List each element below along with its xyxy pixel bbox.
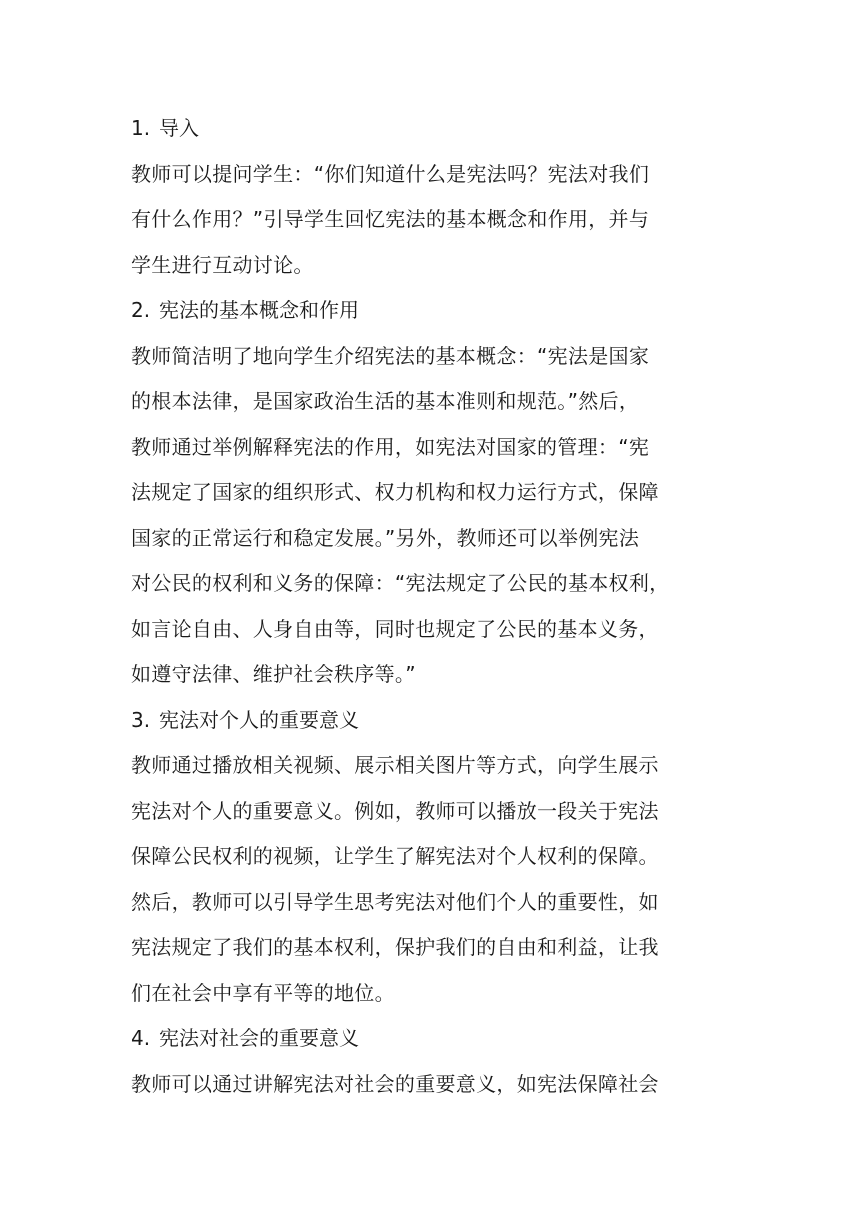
section-number: 2.: [131, 298, 151, 322]
section-heading: [131, 106, 731, 152]
paragraph-line: 教师通过播放相关视频、展示相关图片等方式，向学生展示: [131, 753, 659, 777]
paragraph-line: 学生进行互动讨论。: [131, 252, 314, 277]
paragraph-line: 对公民的权利和义务的保障：“宪法规定了公民的基本权利，: [131, 571, 670, 595]
paragraph-line: 如言论自由、人身自由等，同时也规定了公民的基本义务，: [131, 616, 659, 641]
paragraph-line: 如遵守法律、维护社会秩序等。”: [131, 662, 416, 686]
paragraph-line: 国家的正常运行和稳定发展。”另外，教师还可以举例宪法: [131, 525, 640, 550]
section-3: [131, 698, 731, 1017]
paragraph-line: 的根本法律，是国家政治生活的基本准则和规范。”然后，: [131, 389, 640, 413]
section-heading: [131, 1016, 731, 1062]
section-heading: [131, 288, 731, 334]
section-title: 宪法的基本概念和作用: [159, 298, 359, 322]
paragraph-line: 有什么作用？”引导学生回忆宪法的基本概念和作用，并与: [131, 207, 650, 231]
paragraph-line: 教师通过举例解释宪法的作用，如宪法对国家的管理：“宪: [131, 434, 650, 459]
section-title: 宪法对社会的重要意义: [159, 1026, 359, 1050]
section-title: 导入: [159, 116, 199, 140]
section-title: 宪法对个人的重要意义: [159, 707, 359, 732]
paragraph-line: 宪法对个人的重要意义。例如，教师可以播放一段关于宪法: [131, 798, 659, 823]
paragraph-line: 法规定了国家的组织形式、权力机构和权力运行方式，保障: [131, 480, 659, 504]
section-number: 1.: [131, 116, 151, 140]
paragraph-line: 宪法规定了我们的基本权利，保护我们的自由和利益，让我: [131, 935, 659, 959]
paragraph-line: 然后，教师可以引导学生思考宪法对他们个人的重要性，如: [131, 889, 659, 914]
paragraph-line: 教师简洁明了地向学生介绍宪法的基本概念：“宪法是国家: [131, 343, 650, 368]
section-2: [131, 288, 731, 698]
section-1: [131, 106, 731, 288]
paragraph-line: 们在社会中享有平等的地位。: [131, 980, 395, 1005]
section-number: 3.: [131, 707, 151, 732]
document-body: [131, 106, 731, 1107]
section-heading: [131, 698, 731, 744]
section-number: 4.: [131, 1026, 151, 1050]
paragraph-line: 教师可以提问学生：“你们知道什么是宪法吗？宪法对我们: [131, 161, 650, 186]
paragraph-line: 教师可以通过讲解宪法对社会的重要意义，如宪法保障社会: [131, 1071, 659, 1096]
paragraph-line: 保障公民权利的视频，让学生了解宪法对个人权利的保障。: [131, 844, 659, 868]
section-4: [131, 1016, 731, 1107]
